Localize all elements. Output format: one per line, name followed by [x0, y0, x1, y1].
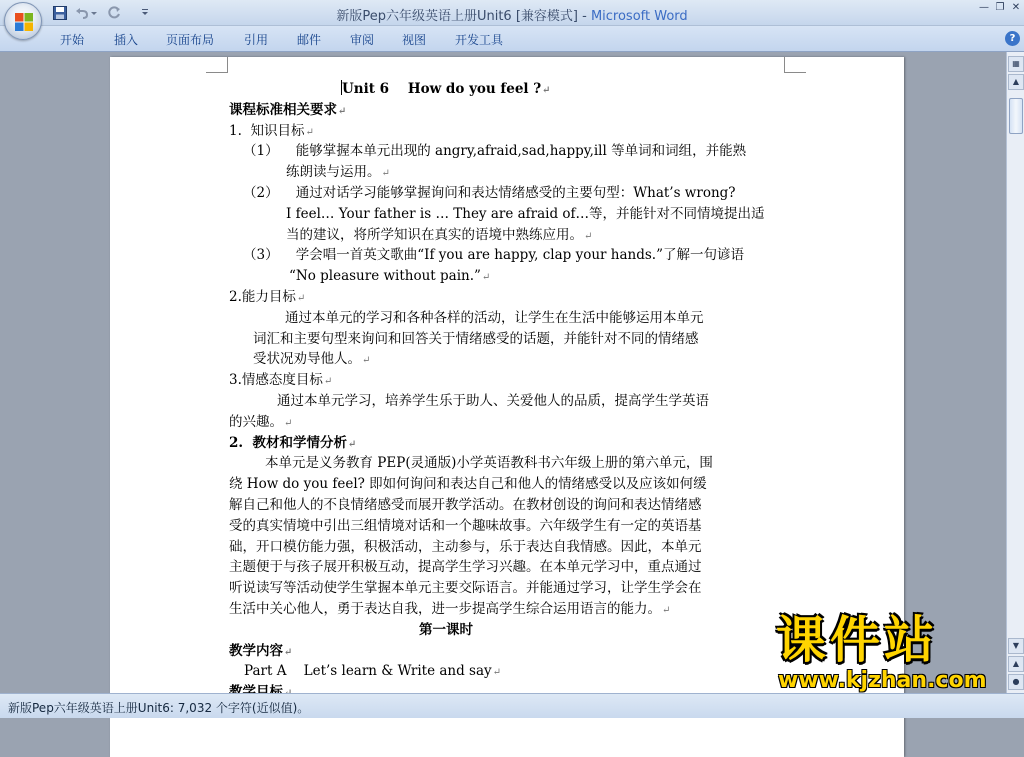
analysis-text: 听说读写等活动使学生掌握本单元主要交际语言。并能通过学习，让学生学会在	[229, 580, 702, 597]
paragraph-mark: ↵	[492, 667, 502, 679]
lesson-title-text: 第一课时	[419, 621, 473, 638]
content-heading	[229, 641, 784, 662]
window-title	[0, 5, 1024, 24]
knowledge-item-continued	[229, 204, 784, 225]
emotion-text: 通过本单元学习，培养学生乐于助人、关爱他人的品质，提高学生学英语	[277, 392, 709, 409]
crop-mark-right	[784, 57, 806, 73]
ability-text: 受状况劝导他人。	[253, 351, 361, 368]
document-name: 新版Pep六年级英语上册Unit6 [兼容模式]	[336, 9, 578, 24]
paragraph-mark: ↵	[348, 438, 357, 450]
title-separator: -	[577, 9, 591, 24]
document-body[interactable]	[229, 79, 784, 703]
knowledge-item-text: （1） 能够掌握本单元出现的 angry,afraid,sad,happy,ill 等单词和词组，并能熟	[243, 143, 747, 160]
previous-page-icon[interactable]: ▲	[1008, 656, 1024, 672]
emotion-paragraph	[229, 412, 784, 433]
paragraph-mark: ↵	[338, 105, 347, 117]
watermark-logo	[770, 612, 1006, 696]
document-workspace	[0, 52, 1006, 693]
scroll-up-icon[interactable]: ▲	[1008, 74, 1024, 90]
analysis-text: 绕 How do you feel? 即如何询问和表达自己和他人的情绪感受以及应该如何缓	[229, 476, 707, 493]
knowledge-item-continued	[229, 266, 784, 287]
paragraph-mark: ↵	[662, 604, 671, 616]
knowledge-item	[229, 245, 784, 266]
ability-paragraph	[229, 349, 784, 370]
paragraph-mark: ↵	[481, 272, 491, 284]
ability-goal-text: 2.能力目标	[229, 288, 296, 305]
section-heading	[229, 100, 784, 121]
paragraph-mark: ↵	[584, 230, 593, 242]
knowledge-item-continued	[229, 162, 784, 183]
analysis-heading-text: 2. 教材和学情分析	[229, 434, 347, 451]
app-name: Microsoft Word	[590, 9, 688, 24]
section-heading-text: 课程标准相关要求	[229, 101, 337, 118]
tab-developer[interactable]: 开发工具	[455, 33, 504, 47]
paragraph-mark: ↵	[542, 85, 551, 96]
tab-references[interactable]: 引用	[244, 33, 269, 47]
analysis-paragraph	[229, 474, 784, 495]
paragraph-mark: ↵	[284, 417, 293, 429]
emotion-paragraph	[229, 391, 784, 412]
scroll-down-icon[interactable]: ▼	[1008, 638, 1024, 654]
knowledge-item	[229, 183, 784, 204]
scroll-thumb[interactable]	[1009, 98, 1023, 134]
office-logo-icon	[14, 12, 34, 32]
paragraph-mark: ↵	[296, 292, 306, 304]
paragraph-mark: ↵	[284, 646, 293, 658]
unit-heading-line	[229, 79, 784, 100]
knowledge-item-text: （3） 学会唱一首英文歌曲“If you are happy, clap your hands.”了解一句谚语	[243, 247, 744, 264]
ability-goal-heading	[229, 287, 784, 308]
emotion-goal-text: 3.情感态度目标	[229, 372, 323, 389]
knowledge-goal-text: 1. 知识目标	[229, 122, 305, 139]
ability-paragraph	[229, 329, 784, 350]
tab-view[interactable]: 视图	[402, 33, 427, 47]
knowledge-item-text: （2） 通过对话学习能够掌握询问和表达情绪感受的主要句型：What’s wrong?	[243, 184, 736, 201]
status-bar	[0, 693, 1024, 718]
tab-mailings[interactable]: 邮件	[297, 33, 322, 47]
close-button[interactable]: ✕	[1011, 2, 1021, 13]
analysis-paragraph	[229, 537, 784, 558]
title-bar	[0, 0, 1024, 26]
analysis-heading	[229, 433, 784, 454]
content-heading-text: 教学内容	[229, 642, 283, 659]
ability-text: 词汇和主要句型来询问和回答关于情绪感受的话题，并能针对不同的情绪感	[253, 330, 699, 347]
ability-paragraph	[229, 308, 784, 329]
paragraph-mark: ↵	[323, 376, 333, 388]
knowledge-item	[229, 141, 784, 162]
analysis-text: 础，开口模仿能力强，积极活动，主动参与，乐于表达自我情感。因此，本单元	[229, 538, 702, 555]
analysis-paragraph	[229, 495, 784, 516]
knowledge-item-text: 练朗读与运用。	[286, 164, 381, 181]
watermark-url: www.kjzhan.com	[778, 668, 987, 693]
paragraph-mark: ↵	[362, 355, 371, 367]
emotion-goal-heading	[229, 370, 784, 391]
tab-insert[interactable]: 插入	[114, 33, 139, 47]
unit-heading: Unit 6 How do you feel ?	[342, 81, 542, 97]
part-a-line	[229, 661, 784, 682]
ribbon-tab-bar	[0, 26, 1024, 52]
knowledge-goal-heading	[229, 121, 784, 142]
knowledge-item-text: I feel… Your father is … They are afraid of…等，并能针对不同情境提出适	[286, 205, 765, 222]
crop-mark-left	[206, 57, 228, 73]
analysis-text: 解自己和他人的不良情绪感受而展开教学活动。在教材创设的询问和表达情绪感	[229, 496, 702, 513]
analysis-text: 本单元是义务教育 PEP(灵通版)小学英语教科书六年级上册的第六单元，围	[265, 455, 713, 472]
ruler-toggle-icon[interactable]: ▦	[1008, 56, 1024, 72]
ability-text: 通过本单元的学习和各种各样的活动，让学生在生活中能够运用本单元	[285, 309, 704, 326]
analysis-text: 主题便于与孩子展开积极互动，提高学生学习兴趣。在本单元学习中，重点通过	[229, 559, 702, 576]
restore-button[interactable]: ❐	[995, 2, 1005, 13]
analysis-text: 生活中关心他人，勇于表达自我，进一步提高学生综合运用语言的能力。	[229, 600, 661, 617]
vertical-scrollbar[interactable]	[1006, 52, 1024, 693]
watermark-title: 课件站	[776, 611, 938, 669]
part-a-text: Part A Let’s learn & Write and say	[244, 663, 492, 680]
tab-review[interactable]: 审阅	[350, 33, 375, 47]
knowledge-item-continued	[229, 225, 784, 246]
knowledge-item-text: “No pleasure without pain.”	[289, 268, 481, 285]
status-text: 新版Pep六年级英语上册Unit6: 7,032 个字符(近似值)。	[8, 701, 310, 715]
tab-page-layout[interactable]: 页面布局	[166, 33, 215, 47]
analysis-paragraph	[229, 578, 784, 599]
knowledge-item-text: 当的建议，将所学知识在真实的语境中熟练应用。	[286, 226, 583, 243]
paragraph-mark: ↵	[305, 126, 314, 138]
tab-home[interactable]: 开始	[60, 33, 85, 47]
office-button[interactable]	[4, 2, 42, 40]
paragraph-mark: ↵	[381, 168, 390, 180]
help-icon[interactable]: ?	[1005, 31, 1020, 46]
emotion-text: 的兴趣。	[229, 413, 283, 430]
analysis-paragraph	[229, 557, 784, 578]
analysis-text: 受的真实情境中引出三组情境对话和一个趣味故事。六年级学生有一定的英语基	[229, 517, 702, 534]
analysis-paragraph	[229, 599, 784, 620]
lesson-title	[229, 620, 784, 641]
browse-object-icon[interactable]: ●	[1008, 674, 1024, 690]
minimize-button[interactable]: —	[979, 2, 989, 13]
analysis-paragraph	[229, 453, 784, 474]
analysis-paragraph	[229, 516, 784, 537]
